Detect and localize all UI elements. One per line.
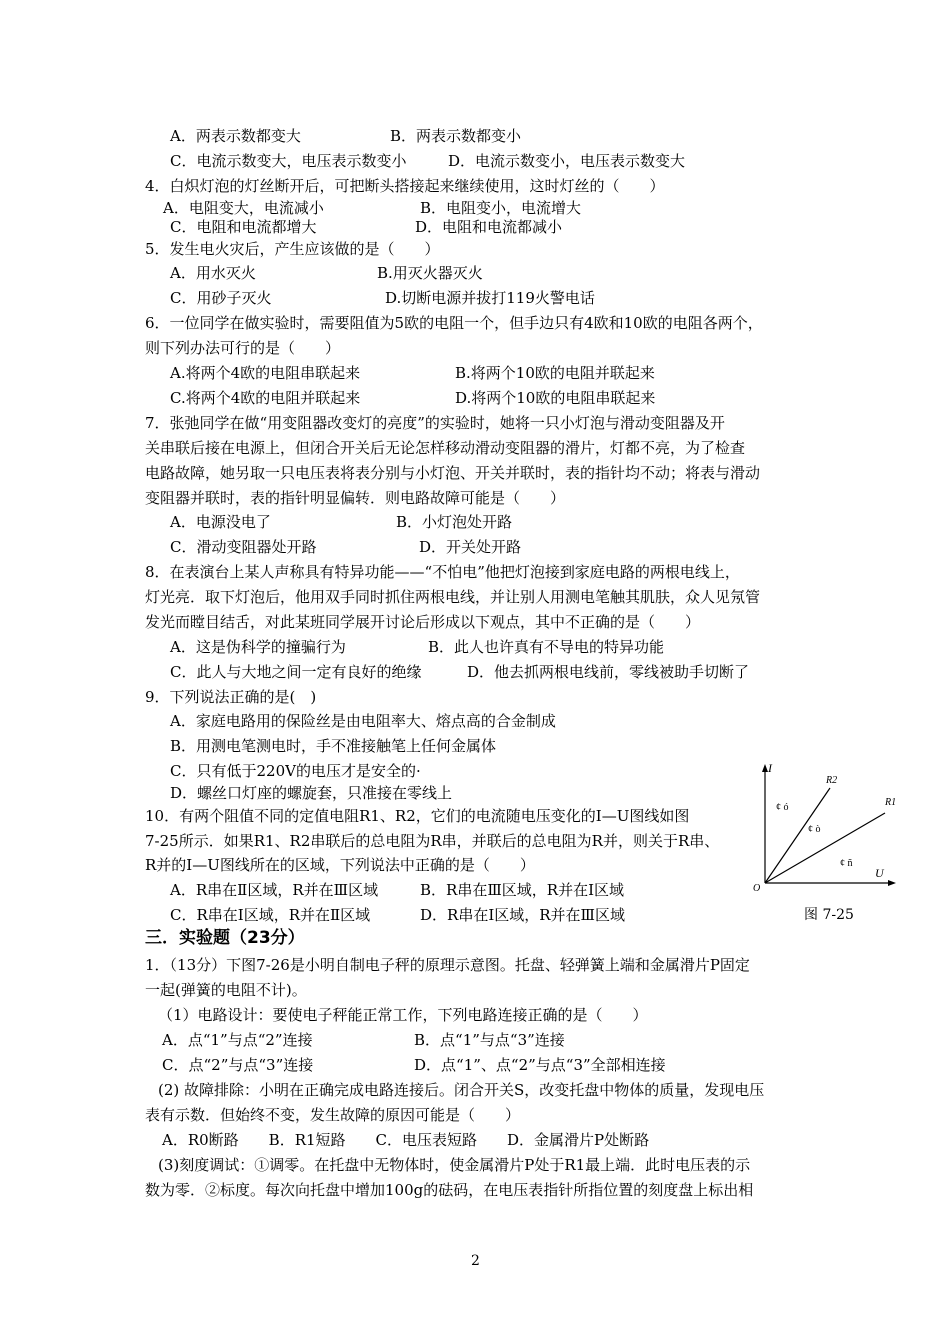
- q3-option-b: B．两表示数都变小: [390, 127, 522, 145]
- q7-option-b: B．小灯泡处开路: [396, 513, 513, 531]
- q5-stem: 5．发生电火灾后，产生应该做的是（ ）: [145, 240, 440, 258]
- q4-option-d: D．电阻和电流都减小: [415, 218, 563, 236]
- q3-option-d: D．电流示数变小，电压表示数变大: [448, 152, 686, 170]
- q10-stem-line2: 7-25所示．如果R1、R2串联后的总电阻为R串，并联后的总电阻为R并，则关于R串、: [145, 832, 720, 850]
- q10-option-b: B．R串在Ⅲ区域，R并在Ⅰ区域: [420, 881, 625, 899]
- q8-stem-line1: 8．在表演台上某人声称具有特异功能——“不怕电”他把灯泡接到家庭电路的两根电线上，: [145, 563, 740, 581]
- u-axis-arrow: [888, 880, 896, 886]
- q6-stem-line2: 则下列办法可行的是（ ）: [145, 339, 341, 357]
- iu-graph-figure: [750, 758, 910, 898]
- q9-option-b: B．用测电笔测电时，手不准接触笔上任何金属体: [170, 737, 497, 755]
- q7-stem-line4: 变阻器并联时，表的指针明显偏转．则电路故障可能是（ ）: [145, 489, 566, 507]
- exp1-stem-line2: 一起(弹簧的电阻不计)。: [145, 981, 307, 999]
- q7-stem-line3: 电路故障，她另取一只电压表将表分别与小灯泡、开关并联时，表的指针均不动；将表与滑动: [145, 464, 761, 482]
- region-label-1: ¢ ñ: [840, 858, 853, 869]
- q8-stem-line2: 灯光亮．取下灯泡后，他用双手同时抓住两根电线，并让别人用测电笔触其肌肤，众人见氖管: [145, 588, 761, 606]
- q8-option-a: A．这是伪科学的撞骗行为: [170, 638, 346, 656]
- origin-label: O: [753, 883, 761, 894]
- exp1-part1-stem: （1）电路设计：要使电子秤能正常工作，下列电路连接正确的是（ ）: [158, 1006, 648, 1024]
- q5-option-b: B.用灭火器灭火: [377, 264, 483, 282]
- exp1-part1-option-d: D．点“1”、点“2”与点“3”全部相连接: [414, 1056, 666, 1074]
- exp1-part3-line2: 数为零．②标度。每次向托盘中增加100g的砝码，在电压表指针所指位置的刻度盘上标出相: [145, 1181, 754, 1199]
- q8-option-c: C．此人与大地之间一定有良好的绝缘: [170, 663, 422, 681]
- q10-option-c: C．R串在Ⅰ区域，R并在Ⅱ区域: [170, 906, 371, 924]
- q10-option-a: A．R串在Ⅱ区域，R并在Ⅲ区域: [170, 881, 379, 899]
- exp1-part1-option-b: B．点“1”与点“3”连接: [414, 1031, 565, 1049]
- q3-option-c: C．电流示数变大，电压表示数变小: [170, 152, 407, 170]
- exp1-part1-option-a: A．点“1”与点“2”连接: [162, 1031, 313, 1049]
- q6-option-c: C.将两个4欧的电阻并联起来: [170, 389, 361, 407]
- q4-option-b: B．电阻变小，电流增大: [420, 199, 582, 217]
- q10-stem-line1: 10．有两个阻值不同的定值电阻R1、R2，它们的电流随电压变化的I—U图线如图: [145, 807, 690, 825]
- exp1-stem-line1: 1．（13分）下图7-26是小明自制电子秤的原理示意图。托盘、轻弹簧上端和金属滑片P固定: [145, 956, 750, 974]
- q8-stem-line3: 发光而瞠目结舌，对此某班同学展开讨论后形成以下观点，其中不正确的是（ ）: [145, 613, 701, 631]
- exp1-part2-line2: 表有示数．但始终不变，发生故障的原因可能是（ ）: [145, 1106, 521, 1124]
- exp1-part1-option-c: C．点“2”与点“3”连接: [162, 1056, 314, 1074]
- q9-option-c: C．只有低于220V的电压才是安全的·: [170, 762, 421, 780]
- q10-stem-line3: R并的I—U图线所在的区域，下列说法中正确的是（ ）: [145, 856, 535, 874]
- r2-label: R2: [826, 775, 838, 786]
- q5-option-a: A．用水灭火: [170, 264, 256, 282]
- section-title: 三．实验题（23分）: [145, 928, 305, 948]
- figure-caption: 图 7-25: [804, 907, 854, 923]
- region-label-3: ¢ ó: [776, 802, 789, 813]
- q9-stem: 9．下列说法正确的是( ): [145, 688, 317, 706]
- q7-stem-line2: 关串联后接在电源上，但闭合开关后无论怎样移动滑动变阻器的滑片，灯都不亮，为了检查: [145, 439, 746, 457]
- axis-u-label: U: [875, 866, 884, 880]
- q10-option-d: D．R串在Ⅰ区域，R并在Ⅲ区域: [420, 906, 626, 924]
- axis-i-label: I: [768, 761, 772, 775]
- q6-option-a: A.将两个4欧的电阻串联起来: [170, 364, 361, 382]
- q7-option-c: C．滑动变阻器处开路: [170, 538, 317, 556]
- q4-option-c: C．电阻和电流都增大: [170, 218, 317, 236]
- exp1-part2-line1: (2) 故障排除：小明在正确完成电路连接后。闭合开关S，改变托盘中物体的质量，发现电压: [158, 1081, 765, 1099]
- exp1-part2-options: A．R0断路 B．R1短路 C．电压表短路 D．金属滑片P处断路: [162, 1131, 650, 1149]
- q8-option-d: D．他去抓两根电线前，零线被助手切断了: [467, 663, 750, 681]
- q3-option-a: A．两表示数都变大: [170, 127, 301, 145]
- q7-option-d: D．开关处开路: [419, 538, 522, 556]
- q4-option-a: A．电阻变大，电流减小: [163, 199, 324, 217]
- page-number: 2: [471, 1253, 480, 1269]
- q9-option-d: D．螺丝口灯座的螺旋套，只准接在零线上: [170, 784, 453, 802]
- q8-option-b: B．此人也许真有不导电的特异功能: [428, 638, 665, 656]
- q7-stem-line1: 7．张弛同学在做“用变阻器改变灯的亮度”的实验时，她将一只小灯泡与滑动变阻器及开: [145, 414, 725, 432]
- exp1-part3-line1: (3)刻度调试：①调零。在托盘中无物体时，使金属滑片P处于R1最上端．此时电压表的示: [158, 1156, 751, 1174]
- q5-option-c: C．用砂子灭火: [170, 289, 272, 307]
- r2-line: [765, 788, 830, 883]
- q4-stem: 4．白炽灯泡的灯丝断开后，可把断头搭接起来继续使用，这时灯丝的（ ）: [145, 177, 665, 195]
- q6-option-d: D.将两个10欧的电阻串联起来: [455, 389, 656, 407]
- r1-line: [765, 813, 885, 883]
- r1-label: R1: [885, 797, 897, 808]
- q6-stem-line1: 6．一位同学在做实验时，需要阻值为5欧的电阻一个，但手边只有4欧和10欧的电阻各两个，: [145, 314, 763, 332]
- q7-option-a: A．电源没电了: [170, 513, 271, 531]
- q6-option-b: B.将两个10欧的电阻并联起来: [455, 364, 655, 382]
- q5-option-d: D.切断电源并拔打119火警电话: [385, 289, 595, 307]
- q9-option-a: A．家庭电路用的保险丝是由电阻率大、熔点高的合金制成: [170, 712, 556, 730]
- region-label-2: ¢ ò: [808, 824, 821, 835]
